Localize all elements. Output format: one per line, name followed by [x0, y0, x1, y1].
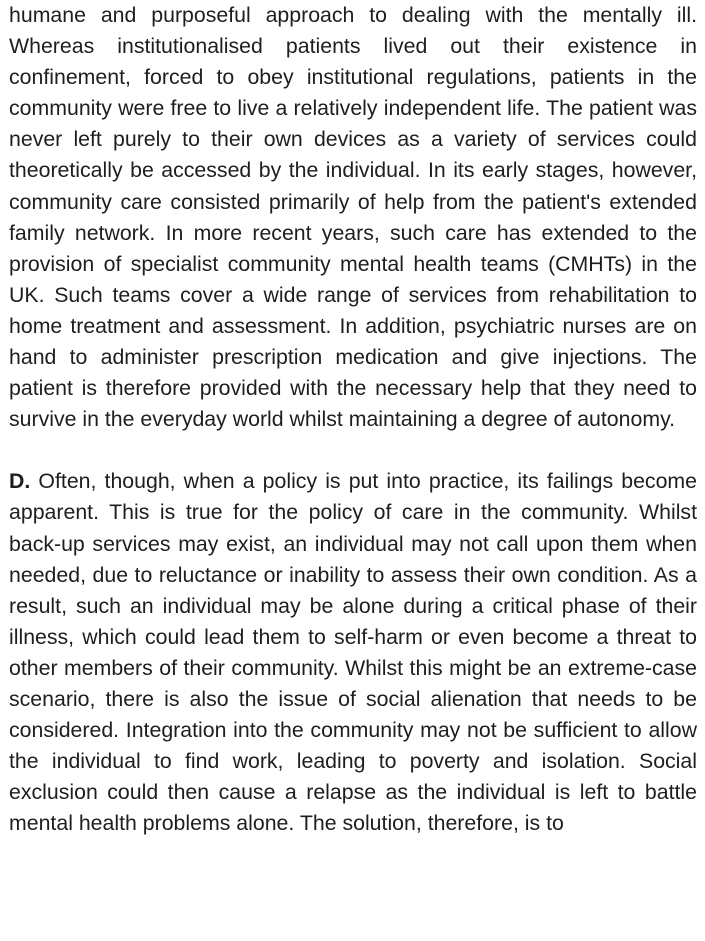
document-page [9, 0, 697, 839]
paragraph-d-text: Often, though, when a policy is put into practice, its failings become apparent. This is true for the policy of care in the community. Whilst back-up services may exist, an individual may not call upon them when needed, due to reluctance or inability to assess their own condition. As a result, such an individual may be alone during a critical phase of their illness, which could lead them to self-harm or even become a threat to other members of their community. Whilst this might be an extreme-case scenario, there is also the issue of social alienation that needs to be considered. Integration into the community may not be sufficient to allow the individual to find work, leading to poverty and isolation. Social exclusion could then cause a relapse as the individual is left to battle mental health problems alone. The solution, therefore, is to [9, 469, 697, 836]
paragraph-d [9, 466, 697, 839]
paragraph-c-continuation [9, 0, 697, 435]
paragraph-c-text: humane and purposeful approach to dealing with the mentally ill. Whereas institutionalised patients lived out their existence in confinement, forced to obey institutional regulations, patients in the community were free to live a relatively independent life. The patient was never left purely to their own devices as a variety of services could theoretically be accessed by the individual. In its early stages, however, community care consisted primarily of help from the patient's extended family network. In more recent years, such care has extended to the provision of specialist community mental health teams (CMHTs) in the UK. Such teams cover a wide range of services from rehabilitation to home treatment and assessment. In addition, psychiatric nurses are on hand to administer prescription medication and give injections. The patient is therefore provided with the necessary help that they need to survive in the everyday world whilst maintaining a degree of autonomy. [9, 3, 697, 432]
paragraph-d-label: D. [9, 469, 31, 494]
